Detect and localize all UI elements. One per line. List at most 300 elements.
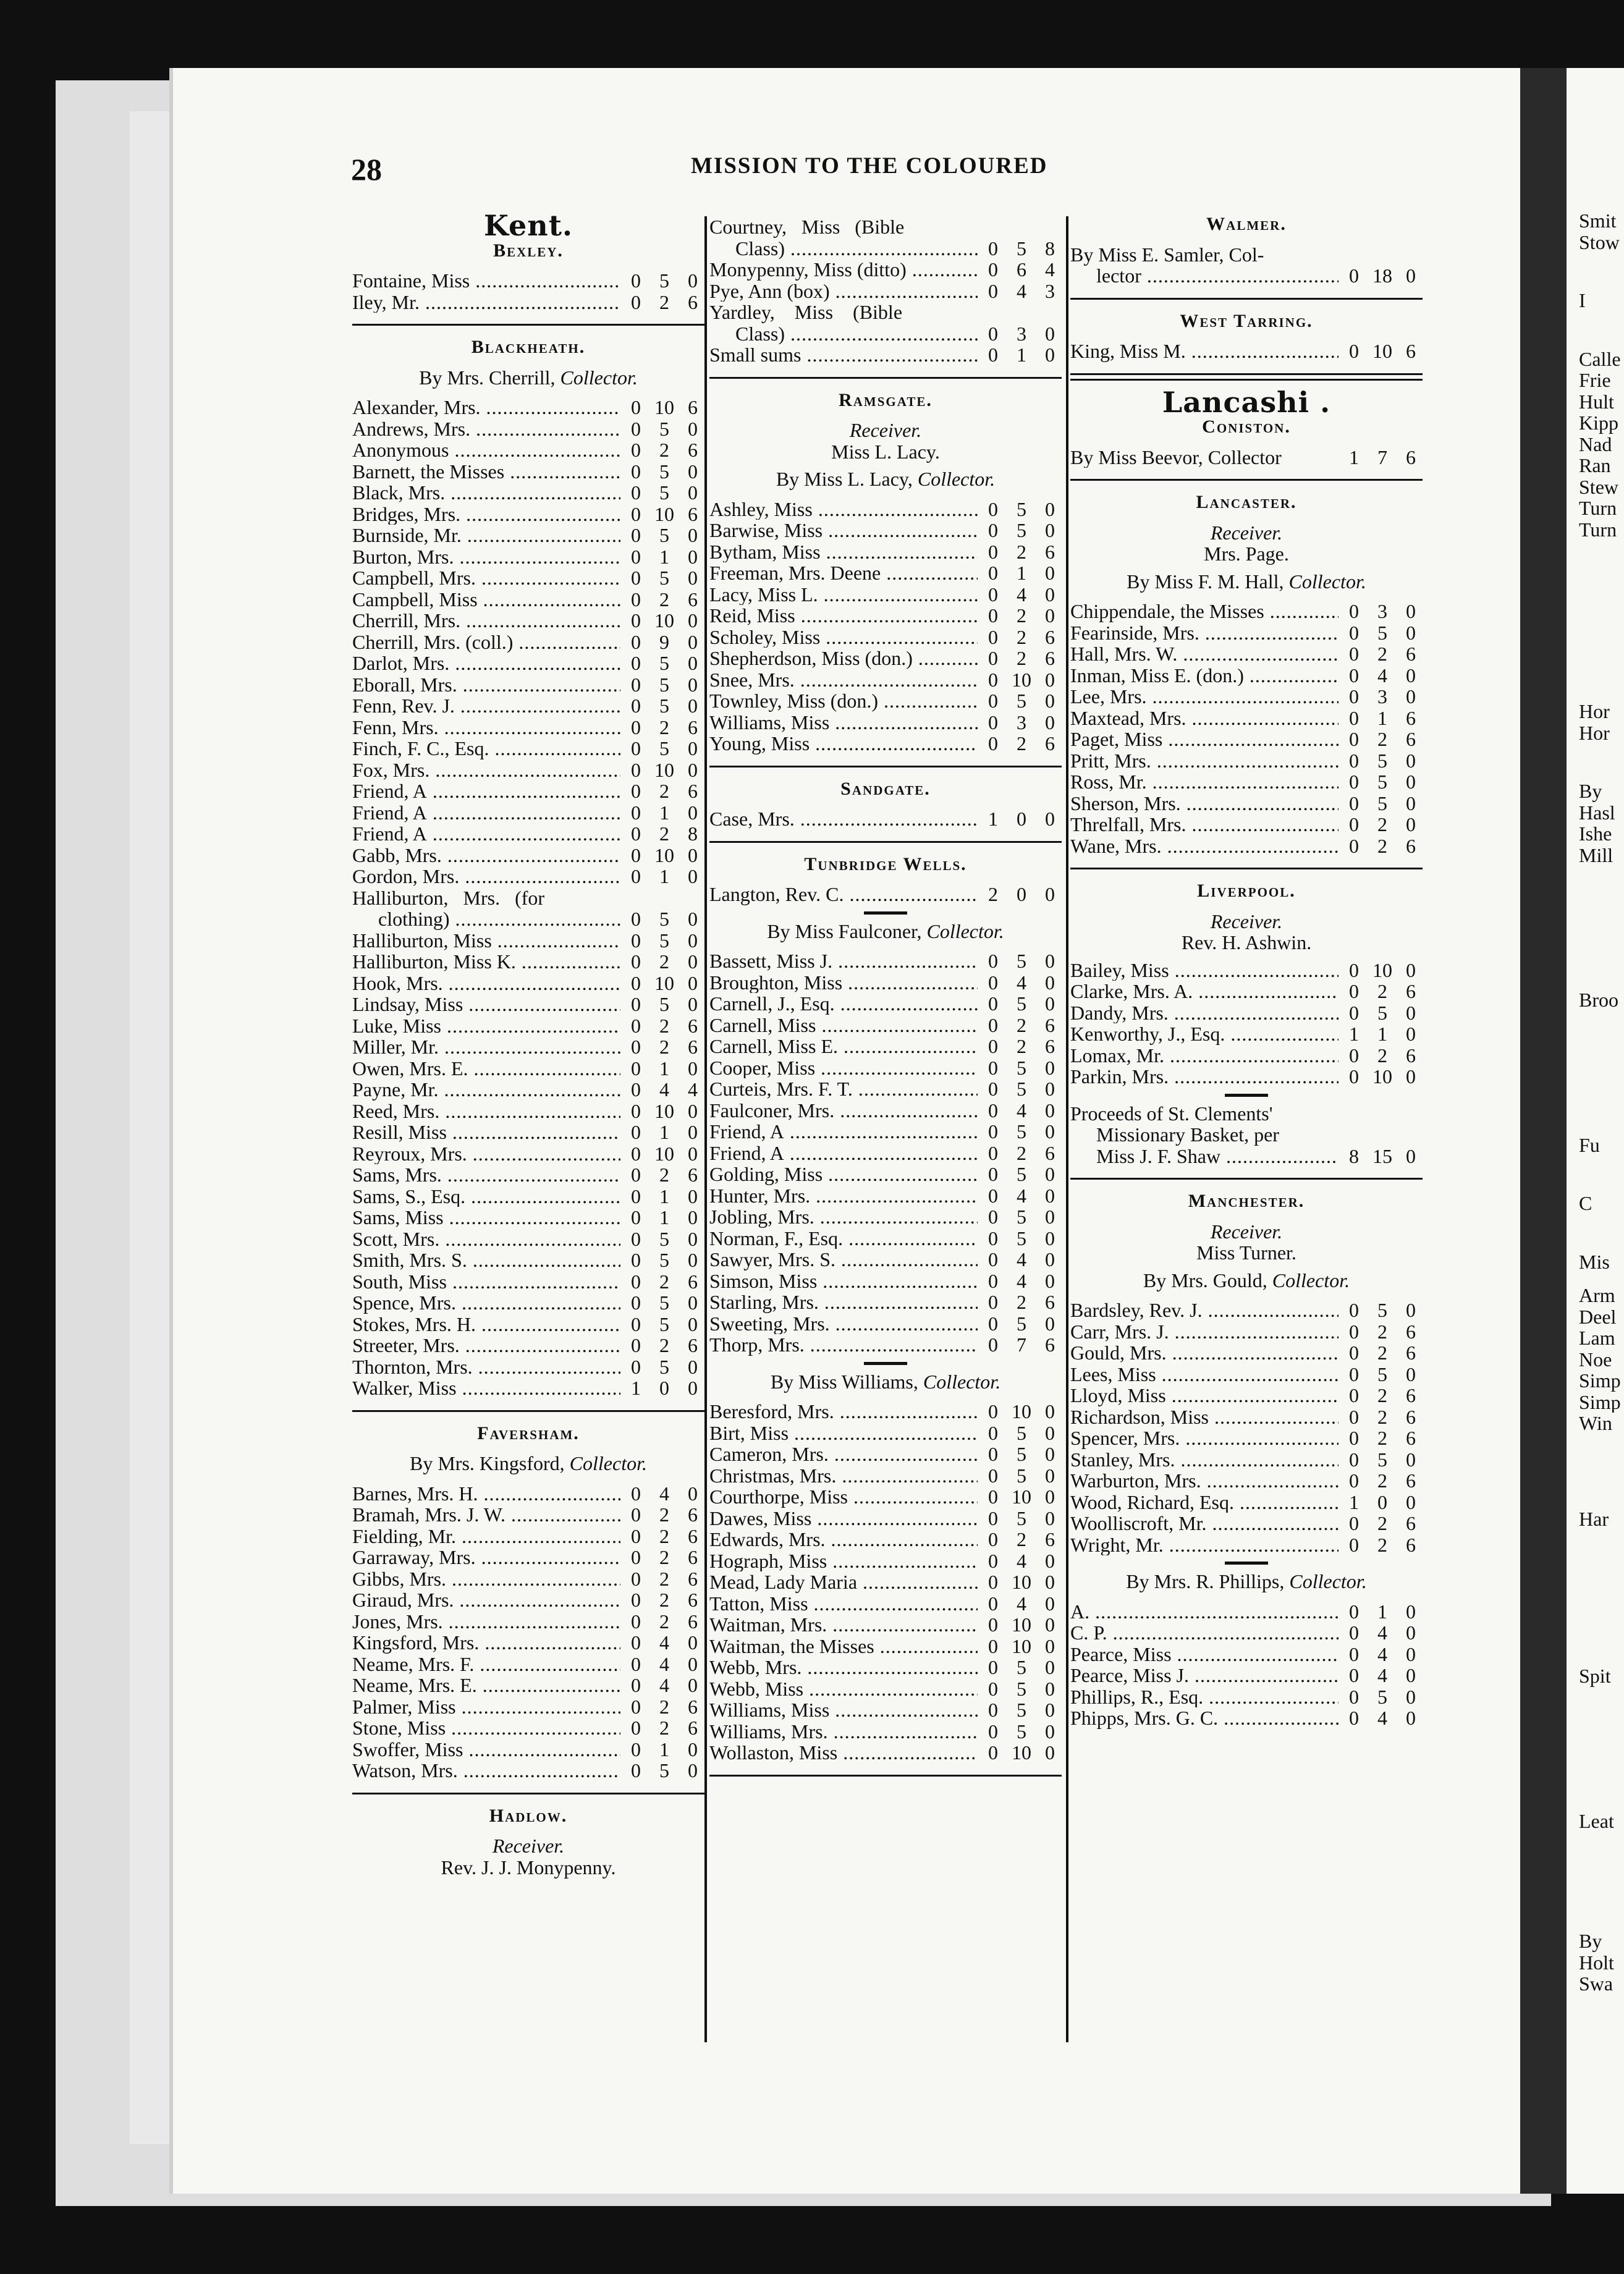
pence: 4 <box>688 1078 698 1101</box>
text-line: Proceeds of St. Clements' <box>1070 1102 1273 1125</box>
pounds: 0 <box>988 1421 998 1444</box>
entry-amount <box>620 1526 704 1547</box>
shillings: 5 <box>659 567 669 589</box>
pence: 0 <box>1045 1443 1055 1465</box>
entry-row <box>1070 665 1423 687</box>
entry-amount <box>978 648 1062 669</box>
entry-row <box>709 733 1062 754</box>
entry-name: Christmas, Mrs. ..... <box>709 1465 978 1487</box>
pence: 0 <box>688 652 698 674</box>
shillings: 2 <box>659 1610 669 1633</box>
entry-name: Stone, Miss ..... <box>352 1717 620 1739</box>
pence: 6 <box>1406 1342 1416 1364</box>
entry-name: Stanley, Mrs. ..... <box>1070 1449 1339 1471</box>
entry-amount <box>620 1547 704 1568</box>
entry-amount <box>978 1249 1062 1270</box>
pence: 0 <box>1045 971 1055 994</box>
collector-name: By Miss Williams, <box>770 1370 918 1393</box>
pounds: 0 <box>631 588 641 611</box>
pence: 0 <box>1045 583 1055 606</box>
shillings: 1 <box>659 865 669 887</box>
shillings: 4 <box>659 1674 669 1696</box>
entry-row <box>352 589 704 611</box>
shillings: 4 <box>1017 1269 1026 1292</box>
facing-page-text: Swa <box>1579 1973 1613 1995</box>
entry-row <box>709 1401 1062 1422</box>
pence: 0 <box>1045 497 1055 520</box>
collector-label: Collector. <box>1288 570 1366 593</box>
shillings: 2 <box>1017 604 1026 627</box>
entry-row <box>709 1291 1062 1313</box>
pence: 6 <box>1406 834 1416 857</box>
entry-row <box>709 972 1062 994</box>
pence: 0 <box>688 269 698 292</box>
entry-name: Thornton, Mrs. ..... <box>352 1356 620 1378</box>
entry-name: Waitman, Mrs. ..... <box>709 1614 978 1636</box>
short-dash <box>864 1362 907 1365</box>
pence: 0 <box>688 524 698 546</box>
facing-page-fragment <box>1579 210 1621 1995</box>
entry-name: Scholey, Miss ..... <box>709 627 978 648</box>
entry-row <box>709 1571 1062 1593</box>
entry-row <box>1070 960 1423 981</box>
pounds: 0 <box>988 647 998 669</box>
entry-name: Waitman, the Misses ..... <box>709 1636 978 1657</box>
entry-name: Dawes, Miss ..... <box>709 1508 978 1529</box>
entry-name: Webb, Miss ..... <box>709 1678 978 1700</box>
entry-row <box>709 1185 1062 1207</box>
pence: 0 <box>688 1291 698 1314</box>
entry-amount <box>978 627 1062 648</box>
entry-name: Williams, Mrs. ..... <box>709 1721 978 1743</box>
pounds: 0 <box>988 322 998 345</box>
pence: 0 <box>688 971 698 994</box>
entry-name: Miller, Mr. ..... <box>352 1036 620 1058</box>
entry-row <box>352 1696 704 1718</box>
pence: 6 <box>688 1610 698 1633</box>
entry-name: Burton, Mrs. ..... <box>352 546 620 568</box>
entry-amount <box>978 1742 1062 1764</box>
pounds: 0 <box>1349 1707 1359 1729</box>
section-heading: Liverpool. <box>1197 881 1296 901</box>
shillings: 5 <box>659 1312 669 1335</box>
shillings: 1 <box>659 801 669 824</box>
entry-row <box>709 281 1062 302</box>
entry-name: Threlfall, Mrs. ..... <box>1070 814 1339 835</box>
pounds: 0 <box>988 1528 998 1550</box>
entry-amount <box>978 733 1062 754</box>
pounds: 0 <box>631 460 641 483</box>
shillings: 10 <box>1012 1400 1031 1422</box>
entry-name: Pye, Ann (box) ..... <box>709 281 978 302</box>
pence: 0 <box>688 567 698 589</box>
entry-amount <box>620 1164 704 1186</box>
column-1 <box>352 210 704 1884</box>
entry-row <box>1070 1707 1423 1729</box>
pence: 3 <box>1045 279 1055 302</box>
shillings: 2 <box>1377 643 1387 665</box>
pounds: 0 <box>631 1334 641 1356</box>
pence: 0 <box>688 1206 698 1228</box>
entry-amount <box>1339 1321 1423 1343</box>
entry-row <box>709 1614 1062 1636</box>
shillings: 1 <box>1017 562 1026 584</box>
entry-amount <box>978 1721 1062 1743</box>
entry-name: Bridges, Mrs. ..... <box>352 504 620 525</box>
pence: 0 <box>688 1249 698 1271</box>
shillings: 2 <box>659 588 669 611</box>
entry-name: Golding, Miss ..... <box>709 1164 978 1185</box>
pence: 0 <box>1406 1685 1416 1708</box>
entry-name: Friend, A ..... <box>352 780 620 802</box>
entry-row <box>352 908 704 930</box>
entry-amount <box>978 1636 1062 1657</box>
pence: 6 <box>688 1546 698 1568</box>
entry-amount <box>620 1589 704 1611</box>
collector-line <box>709 921 1062 942</box>
entry-name: Palmer, Miss ..... <box>352 1696 620 1718</box>
entry-name: Cherrill, Mrs. (coll.) ..... <box>352 632 620 653</box>
shillings: 2 <box>659 1589 669 1611</box>
pence: 0 <box>1045 950 1055 972</box>
pounds: 0 <box>631 439 641 461</box>
shillings: 5 <box>1377 1001 1387 1024</box>
pence: 0 <box>688 801 698 824</box>
entry-row <box>352 1760 704 1782</box>
entry-amount <box>978 1036 1062 1057</box>
entry-amount <box>620 504 704 525</box>
pounds: 0 <box>631 545 641 568</box>
entry-amount <box>1339 1300 1423 1321</box>
entry-name: Parkin, Mrs. ..... <box>1070 1066 1339 1088</box>
entry-amount <box>1339 1686 1423 1708</box>
pence: 0 <box>1406 1621 1416 1644</box>
entry-name: Clarke, Mrs. A. ..... <box>1070 981 1339 1002</box>
collector-name: By Mrs. Kingsford, <box>410 1452 565 1474</box>
section-rule <box>1070 1178 1423 1180</box>
entry-row <box>352 1675 704 1696</box>
entry-row <box>1070 686 1423 708</box>
entry-row <box>352 1717 704 1739</box>
pence: 0 <box>688 993 698 1015</box>
pounds: 0 <box>631 269 641 292</box>
entry-name: Kenworthy, J., Esq. ..... <box>1070 1023 1339 1045</box>
pounds: 0 <box>988 1464 998 1487</box>
facing-page-text: Kipp <box>1579 412 1618 434</box>
entry-name: Miss J. F. Shaw ..... <box>1096 1146 1339 1167</box>
shillings: 2 <box>1377 834 1387 857</box>
entry-amount <box>1339 1644 1423 1665</box>
pounds: 0 <box>1349 958 1359 981</box>
pounds: 0 <box>1349 1600 1359 1623</box>
pounds: 0 <box>631 1355 641 1378</box>
pence: 6 <box>688 1589 698 1611</box>
pence: 0 <box>688 1652 698 1675</box>
shillings: 2 <box>659 1524 669 1547</box>
entry-amount <box>978 281 1062 302</box>
pounds: 0 <box>988 1227 998 1249</box>
pounds: 0 <box>988 497 998 520</box>
section-rule <box>1070 479 1423 481</box>
entry-amount <box>978 1206 1062 1228</box>
entry-row <box>352 292 704 313</box>
shillings: 10 <box>654 843 674 866</box>
shillings: 2 <box>659 1546 669 1568</box>
entry-name: Gordon, Mrs. ..... <box>352 866 620 887</box>
entry-amount <box>620 439 704 461</box>
pence: 0 <box>1406 1490 1416 1513</box>
shillings: 4 <box>1377 1664 1387 1686</box>
entry-name: Friend, A ..... <box>709 1143 978 1164</box>
entry-name: Case, Mrs. ..... <box>709 808 978 830</box>
pounds: 0 <box>631 1567 641 1590</box>
entry-name: Iley, Mr. ..... <box>352 292 620 313</box>
facing-page-text: Hor <box>1579 722 1610 743</box>
entry-name: Black, Mrs. ..... <box>352 482 620 504</box>
entry-amount <box>620 1058 704 1080</box>
entry-name: Faulconer, Mrs. ..... <box>709 1100 978 1122</box>
entry-amount <box>620 1739 704 1760</box>
entry-row <box>352 1249 704 1271</box>
entry-name: Friend, A ..... <box>352 823 620 845</box>
entry-row <box>352 845 704 866</box>
pounds: 0 <box>988 1141 998 1164</box>
entry-row <box>1070 1385 1423 1406</box>
pence: 0 <box>688 1185 698 1207</box>
shillings: 6 <box>1017 258 1026 281</box>
text-line: Yardley, Miss (Bible <box>709 301 903 323</box>
pounds: 0 <box>631 1078 641 1101</box>
pounds: 0 <box>631 630 641 653</box>
facing-page-text: Hor <box>1579 701 1610 722</box>
entry-row <box>709 627 1062 648</box>
entry-name: Scott, Mrs. ..... <box>352 1228 620 1250</box>
shillings: 5 <box>1017 992 1026 1015</box>
entry-name: Freeman, Mrs. Deene ..... <box>709 562 978 584</box>
facing-page-text: Holt <box>1579 1951 1614 1973</box>
shillings: 5 <box>1017 1163 1026 1185</box>
entry-amount <box>978 1699 1062 1721</box>
collector-label: Collector. <box>1289 1570 1367 1592</box>
pounds: 0 <box>631 971 641 994</box>
entry-amount <box>978 1443 1062 1465</box>
shillings: 4 <box>1017 583 1026 606</box>
entry-name: Andrews, Mrs. ..... <box>352 418 620 440</box>
entry-amount <box>1339 708 1423 729</box>
pounds: 0 <box>631 1631 641 1654</box>
pence: 0 <box>1045 1613 1055 1636</box>
pounds: 0 <box>1349 600 1359 622</box>
shillings: 5 <box>1377 771 1387 793</box>
receiver-name: Miss Turner. <box>1196 1241 1296 1264</box>
column-divider <box>1066 216 1068 2042</box>
entry-amount <box>978 1291 1062 1313</box>
pounds: 0 <box>1349 1685 1359 1708</box>
entry-amount <box>978 1508 1062 1529</box>
pence: 6 <box>688 396 698 418</box>
pounds: 1 <box>1349 446 1359 468</box>
shillings: 15 <box>1372 1144 1392 1167</box>
entry-name: Gibbs, Mrs. ..... <box>352 1568 620 1590</box>
shillings: 4 <box>1017 1549 1026 1572</box>
entry-amount <box>978 1015 1062 1036</box>
entry-row <box>352 1186 704 1207</box>
shillings: 5 <box>1017 237 1026 260</box>
pounds: 0 <box>1349 706 1359 729</box>
entry-row <box>352 973 704 994</box>
collector-name: By Miss F. M. Hall, <box>1127 570 1284 593</box>
pence: 6 <box>1406 1405 1416 1428</box>
pence: 0 <box>1406 1023 1416 1045</box>
entry-row <box>352 994 704 1015</box>
shillings: 5 <box>659 1759 669 1782</box>
shillings: 2 <box>1377 728 1387 750</box>
entry-name: Neame, Mrs. F. ..... <box>352 1654 620 1675</box>
entry-amount <box>1339 1492 1423 1513</box>
entry-name: Carr, Mrs. J. ..... <box>1070 1321 1339 1343</box>
pounds: 0 <box>988 992 998 1015</box>
pounds: 0 <box>631 801 641 824</box>
entry-amount <box>978 712 1062 733</box>
pounds: 0 <box>631 716 641 738</box>
entry-amount <box>1339 665 1423 687</box>
entry-row <box>1070 1045 1423 1067</box>
entry-amount <box>1339 1601 1423 1623</box>
pence: 0 <box>1406 664 1416 687</box>
facing-page-text: Calle <box>1579 348 1621 370</box>
shillings: 4 <box>659 1631 669 1654</box>
entry-amount <box>978 259 1062 281</box>
entry-row <box>352 1483 704 1505</box>
pence: 0 <box>1045 1592 1055 1615</box>
shillings: 4 <box>1017 1099 1026 1122</box>
pence: 6 <box>688 1717 698 1739</box>
entry-amount <box>1339 1513 1423 1534</box>
pence: 0 <box>1045 690 1055 712</box>
pounds: 0 <box>1349 728 1359 750</box>
pounds: 0 <box>988 258 998 281</box>
entry-amount <box>1339 1146 1423 1167</box>
entry-name: Inman, Miss E. (don.) ..... <box>1070 665 1339 687</box>
entry-row <box>709 1121 1062 1143</box>
entry-row <box>709 1699 1062 1721</box>
entry-row <box>709 1313 1062 1335</box>
entry-amount <box>978 884 1062 905</box>
entry-amount <box>978 1334 1062 1356</box>
column-2 <box>709 216 1062 1788</box>
pence: 6 <box>1406 1512 1416 1534</box>
entry-name: Hograph, Miss ..... <box>709 1550 978 1572</box>
shillings: 2 <box>659 1036 669 1058</box>
shillings: 4 <box>1017 1592 1026 1615</box>
entry-row <box>709 1078 1062 1100</box>
pence: 0 <box>1406 1001 1416 1024</box>
facing-page-text: Mis <box>1579 1251 1610 1272</box>
shillings: 18 <box>1372 264 1392 287</box>
pence: 0 <box>1045 344 1055 366</box>
entry-row <box>1070 835 1423 857</box>
entry-row <box>709 605 1062 627</box>
pence: 0 <box>1045 1269 1055 1292</box>
pence: 0 <box>1406 1642 1416 1665</box>
pounds: 0 <box>1349 1469 1359 1492</box>
pounds: 0 <box>631 1164 641 1186</box>
pounds: 0 <box>631 396 641 418</box>
pounds: 0 <box>988 1291 998 1313</box>
pence: 0 <box>688 695 698 717</box>
entry-row <box>709 562 1062 584</box>
entry-name: Thorp, Mrs. ..... <box>709 1334 978 1356</box>
entry-row <box>352 439 704 461</box>
shillings: 4 <box>1377 1642 1387 1665</box>
shillings: 2 <box>1377 1512 1387 1534</box>
entry-name: Campbell, Mrs. ..... <box>352 567 620 589</box>
pounds: 0 <box>988 1078 998 1100</box>
entry-row <box>709 1465 1062 1487</box>
entry-amount <box>978 562 1062 584</box>
pence: 0 <box>1045 1163 1055 1185</box>
entry-amount <box>1339 981 1423 1002</box>
pounds: 0 <box>988 583 998 606</box>
entry-amount <box>978 238 1062 260</box>
shillings: 5 <box>1377 1685 1387 1708</box>
county-heading: Lancashi . <box>1162 385 1331 419</box>
entry-name: Bassett, Miss J. ..... <box>709 950 978 972</box>
entry-name: Class) ..... <box>735 238 978 260</box>
pence: 0 <box>1406 1144 1416 1167</box>
shillings: 2 <box>1377 813 1387 835</box>
entry-row <box>352 546 704 568</box>
facing-page <box>1567 68 1624 2194</box>
facing-page-text: Simp <box>1579 1370 1621 1392</box>
shillings: 5 <box>1017 519 1026 541</box>
entry-amount <box>1339 1045 1423 1067</box>
entry-name: Lacy, Miss L. ..... <box>709 584 978 606</box>
pence: 0 <box>1045 519 1055 541</box>
facing-page-text: Leat <box>1579 1810 1614 1832</box>
shillings: 5 <box>1017 1056 1026 1079</box>
entry-row <box>709 1036 1062 1057</box>
pounds: 0 <box>631 1589 641 1611</box>
pence: 4 <box>1045 258 1055 281</box>
pounds: 0 <box>631 609 641 632</box>
pounds: 0 <box>631 1482 641 1505</box>
shillings: 2 <box>659 1334 669 1356</box>
entry-row <box>1070 1449 1423 1471</box>
shillings: 5 <box>659 737 669 759</box>
facing-page-text: Ran <box>1579 455 1611 476</box>
entry-name: Burnside, Mr. ..... <box>352 525 620 546</box>
entry-row <box>352 930 704 952</box>
pence: 0 <box>688 630 698 653</box>
pounds: 0 <box>1349 1065 1359 1088</box>
pence: 0 <box>1045 992 1055 1015</box>
text-line: Halliburton, Mrs. (for <box>352 886 545 909</box>
entry-amount <box>1339 729 1423 750</box>
facing-page-text: Stew <box>1579 476 1618 497</box>
shillings: 4 <box>1377 1621 1387 1644</box>
pence: 6 <box>1045 625 1055 648</box>
entry-amount <box>978 1143 1062 1164</box>
entry-name: Campbell, Miss ..... <box>352 589 620 611</box>
entry-row <box>1070 1427 1423 1449</box>
pounds: 0 <box>1349 980 1359 1002</box>
pence: 0 <box>1406 621 1416 644</box>
entry-row <box>709 1270 1062 1292</box>
pence: 6 <box>1045 540 1055 563</box>
entry-amount <box>620 1101 704 1122</box>
pence: 0 <box>1045 1099 1055 1122</box>
